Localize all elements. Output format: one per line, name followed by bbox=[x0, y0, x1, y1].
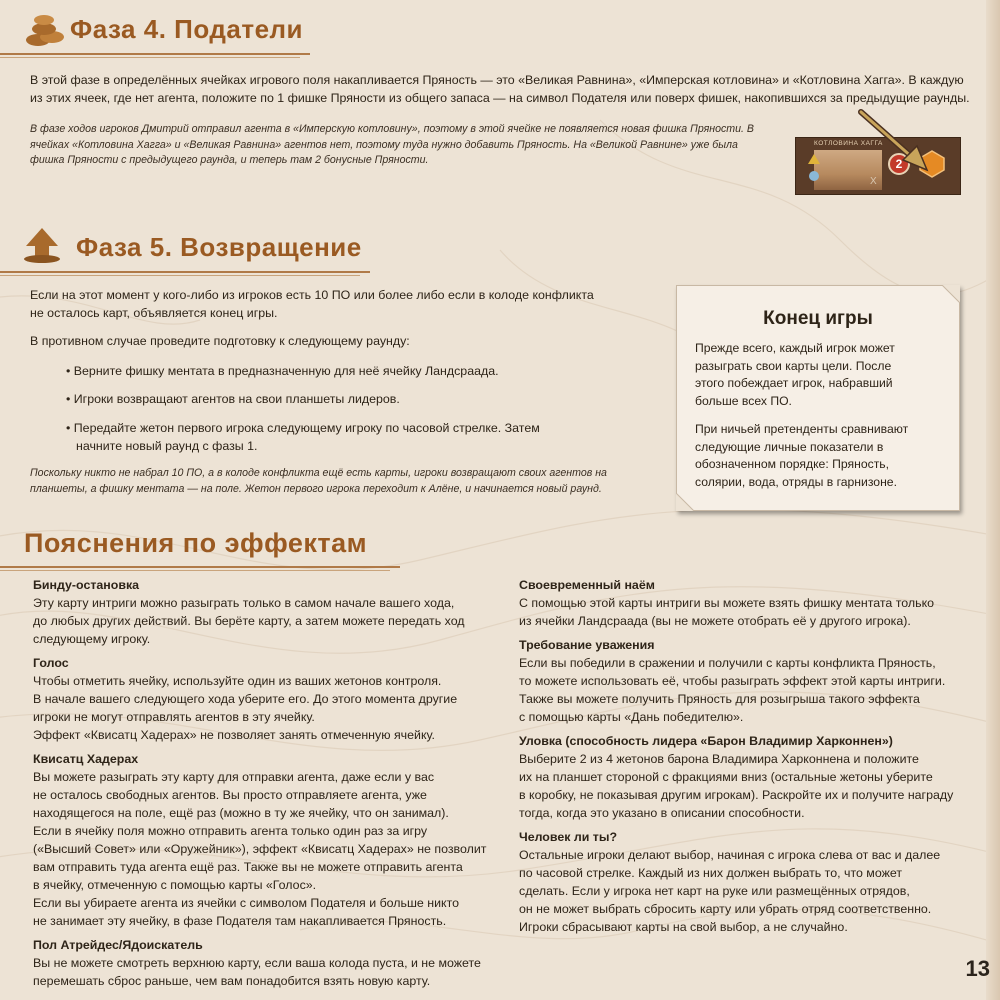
effects-rule bbox=[0, 566, 400, 568]
phase4-example: В фазе ходов игроков Дмитрий отправил агента в «Имперскую котловину», поэтому в этой ячейке не появляется новая фишка Пряности. В ячейках «Котловина Хагга» и «Великая Равнина» агентов нет, поэтому туда нужно добавить Пряность. На «Великой Равнине» уже была фишка Пряности с предыдущего раунда, и теперь там 2 бонусные Пряности. bbox=[30, 123, 754, 166]
effect-heading: Пол Атрейдес/Ядоискатель bbox=[33, 938, 203, 952]
effect-line: С помощью этой карты интриги вы можете взять фишку ментата только bbox=[519, 596, 935, 610]
effect-heading: Человек ли ты? bbox=[519, 830, 618, 844]
effect-line: Эффект «Квисатц Хадерах» не позволяет занять отмеченную ячейку. bbox=[33, 728, 435, 742]
effect-heading: Бинду-остановка bbox=[33, 578, 140, 592]
effect-line: по часовой стрелке. Каждый из них должен выбрать то, что может bbox=[519, 866, 903, 880]
effect-line: Вы не можете смотреть верхнюю карту, если ваша колода пуста, и не можете bbox=[33, 956, 481, 970]
box-corner-bottom-left bbox=[676, 493, 694, 511]
phase5-bullet-3: • Передайте жетон первого игрока следующему игроку по часовой стрелке. Затем начните новый раунд с фазы 1. bbox=[66, 421, 540, 453]
phase5-rule-thin bbox=[0, 275, 360, 276]
effect-line: находящегося на поле, ещё раз (можно в ту же ячейку, что он занимал). bbox=[33, 806, 449, 820]
phase5-bullet-1: • Верните фишку ментата в предназначенную для неё ячейку Ландсраада. bbox=[66, 364, 499, 378]
arrow-pointer-icon bbox=[855, 108, 935, 174]
phase5-example: Поскольку никто не набрал 10 ПО, а в колоде конфликта ещё есть карты, игроки возвращают своих агентов на планшеты, а фишку ментата — на поле. Жетон первого игрока переходит к Алёне, и начинается новый раунд. bbox=[30, 467, 607, 495]
phase4-paragraph: В этой фазе в определённых ячейках игрового поля накапливается Пряность — это «Великая Равнина», «Имперская котловина» и «Котловина Хагга». В каждую из этих ячеек, где нет агента, положите по 1 фишке Пряности из общего запаса — на символ Подателя или поверх фишек, накопившихся за предыдущие раунды. bbox=[30, 73, 970, 105]
phase5-paragraph-2: В противном случае проведите подготовку к следующему раунду: bbox=[30, 334, 410, 348]
card-x-mark: X bbox=[870, 176, 877, 187]
effect-line: («Высший Совет» или «Оружейник»), эффект «Квисатц Хадерах» не позволит bbox=[33, 842, 487, 856]
effect-kwisatz bbox=[33, 750, 503, 930]
effect-line: он не может выбрать сбросить карту или убрать отряд соответственно. bbox=[519, 902, 932, 916]
effect-line: не занимает эту ячейку, в фазе Подателя там накапливается Пряность. bbox=[33, 914, 447, 928]
effect-line: Если вы победили в сражении и получили с карты конфликта Пряность, bbox=[519, 656, 936, 670]
phase5-title: Фаза 5. Возвращение bbox=[76, 232, 362, 262]
effect-line: вам отправить туда агента ещё раз. Также вы не можете отправить агента bbox=[33, 860, 463, 874]
end-game-paragraph-2: При ничьей претенденты сравнивают следующие личные показатели в обозначенном порядке: Пряность, солярии, вода, отряды в гарнизоне. bbox=[695, 422, 909, 489]
effect-line: Вы можете разыграть эту карту для отправки агента, даже если у вас bbox=[33, 770, 435, 784]
effect-line: Чтобы отметить ячейку, используйте один из ваших жетонов контроля. bbox=[33, 674, 442, 688]
phase4-rule bbox=[0, 53, 310, 55]
effect-paul bbox=[33, 936, 503, 990]
effect-line: Если вы убираете агента из ячейки с символом Подателя и больше никто bbox=[33, 896, 459, 910]
end-game-paragraph-1: Прежде всего, каждый игрок может разыграть свои карты цели. После этого побеждает игрок, набравший больше всех ПО. bbox=[695, 341, 895, 408]
page-number: 13 bbox=[965, 956, 990, 981]
effect-line: Если в ячейку поля можно отправить агента только один раз за игру bbox=[33, 824, 428, 838]
phase5-bullet-2: • Игроки возвращают агентов на свои планшеты лидеров. bbox=[66, 392, 400, 406]
effect-line: перемешать сброс раньше, чем вам понадобится взять новую карту. bbox=[33, 974, 431, 988]
end-game-title: Конец игры bbox=[763, 308, 873, 329]
end-game-box bbox=[676, 285, 960, 511]
effect-human bbox=[519, 828, 979, 936]
effect-line: в ячейку, отмеченную с помощью карты «Голос». bbox=[33, 878, 317, 892]
effect-line: сделать. Если у игрока нет карт на руке или размещённых отрядов, bbox=[519, 884, 910, 898]
effect-line: из ячейки Ландсраада (вы не можете отобрать её у другого игрока). bbox=[519, 614, 911, 628]
effect-line: Эту карту интриги можно разыграть только в самом начале вашего хода, bbox=[33, 596, 455, 610]
effects-right-column bbox=[519, 576, 979, 942]
effect-line: игроки не могут отправлять агентов в эту ячейку. bbox=[33, 710, 315, 724]
phase4-title: Фаза 4. Податели bbox=[70, 14, 304, 44]
effect-heading: Голос bbox=[33, 656, 69, 670]
effect-line: Выберите 2 из 4 жетонов барона Владимира Харконнена и положите bbox=[519, 752, 919, 766]
effect-trick bbox=[519, 732, 979, 822]
spice-stack-icon bbox=[24, 10, 66, 48]
effect-line: до любых других действий. Вы берёте карту, а затем можете передать ход bbox=[33, 614, 465, 628]
phase5-paragraph-1: Если на этот момент у кого-либо из игроков есть 10 ПО или более либо если в колоде конфликта не осталось карт, объявляется конец игры. bbox=[30, 288, 594, 320]
effect-line: В начале вашего следующего хода уберите его. До этого момента другие bbox=[33, 692, 458, 706]
effect-line: в коробку, не показывая другим игрокам). Раскройте их и получите награду bbox=[519, 788, 954, 802]
effects-title: Пояснения по эффектам bbox=[24, 528, 368, 558]
phase4-rule-thin bbox=[0, 57, 300, 58]
phase5-rule bbox=[0, 271, 370, 273]
effect-line: тогда, когда это указано в описании способности. bbox=[519, 806, 805, 820]
effect-heading: Квисатц Хадерах bbox=[33, 752, 139, 766]
box-corner-top-right bbox=[942, 285, 960, 303]
effect-voice bbox=[33, 654, 503, 744]
page-edge-stripe bbox=[986, 0, 1000, 1000]
return-arrow-icon bbox=[22, 226, 62, 264]
effect-line: не осталось свободных агентов. Вы просто отправляете агента, уже bbox=[33, 788, 427, 802]
effect-line: с помощью карты «Дань победителю». bbox=[519, 710, 744, 724]
card-name: КОТЛОВИНА ХАГГА bbox=[814, 140, 883, 147]
card-icons bbox=[806, 152, 822, 192]
effect-respect bbox=[519, 636, 979, 726]
effect-heading: Уловка (способность лидера «Барон Владимир Харконнен») bbox=[519, 734, 893, 748]
effect-heading: Требование уважения bbox=[519, 638, 655, 652]
card-cost-token: 2 bbox=[888, 153, 910, 175]
effect-line: их на планшет стороной с фракциями вниз (остальные жетоны уберите bbox=[519, 770, 933, 784]
effect-line: Игроки сбрасывают карты на свой выбор, а не случайно. bbox=[519, 920, 848, 934]
effects-left-column bbox=[33, 576, 503, 996]
effects-rule-thin bbox=[0, 570, 390, 571]
effect-line: Также вы можете получить Пряность для розыгрыша такого эффекта bbox=[519, 692, 920, 706]
effect-line: то можете использовать её, чтобы разыграть эффект этой карты интриги. bbox=[519, 674, 946, 688]
effect-bindu bbox=[33, 576, 503, 648]
effect-line: следующему игроку. bbox=[33, 632, 151, 646]
effect-recruitment bbox=[519, 576, 979, 630]
effect-heading: Своевременный наём bbox=[519, 578, 655, 592]
effect-line: Остальные игроки делают выбор, начиная с игрока слева от вас и далее bbox=[519, 848, 941, 862]
